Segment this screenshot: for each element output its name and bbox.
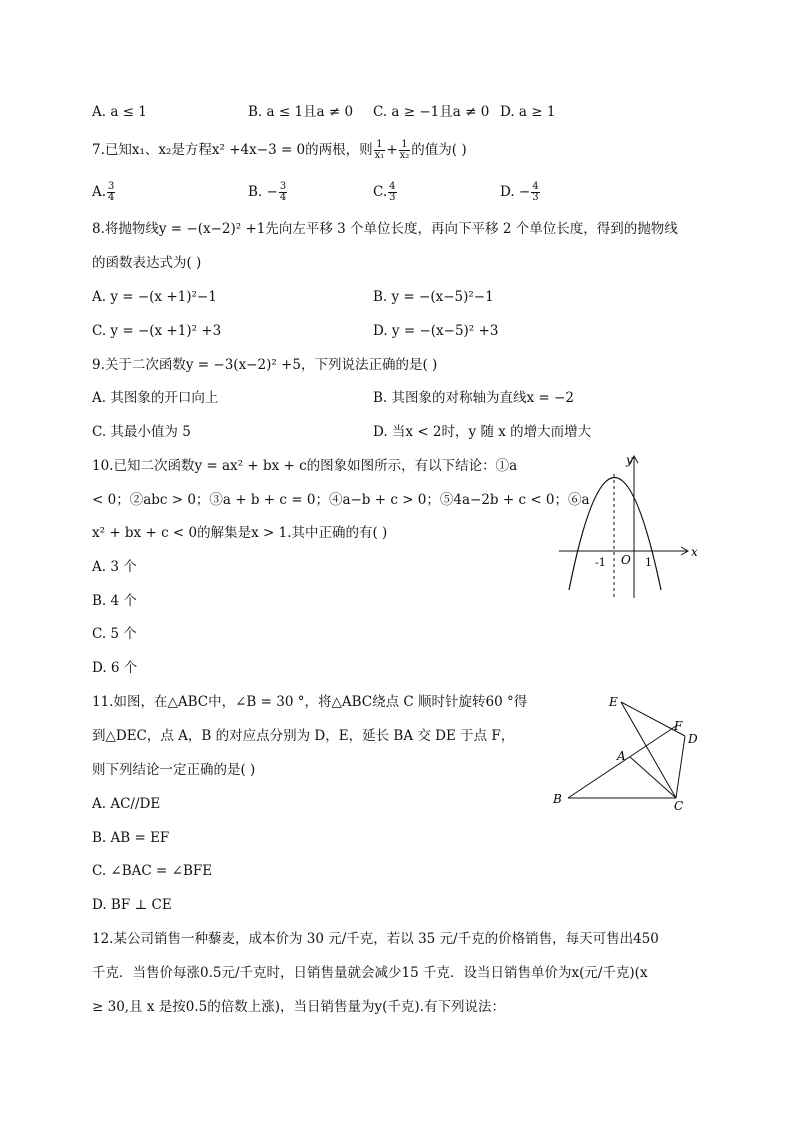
q11-stem-line3: 则下列结论一定正确的是( ): [92, 762, 256, 778]
q12-stem-line3: ≥ 30,且 x 是按0.5的倍数上涨)，当日销售量为y(千克).有下列说法：: [92, 999, 505, 1015]
q11-stem-line2: 到△DEC，点 A，B 的对应点分别为 D，E，延长 BA 交 DE 于点 F，: [92, 728, 515, 744]
point-label-d: D: [688, 732, 698, 746]
q6-option-d: D. a ≥ 1: [500, 104, 556, 120]
q10-parabola-graph: [555, 450, 705, 605]
q8-stem-line2: 的函数表达式为( ): [92, 255, 202, 271]
q9-option-d: D. 当x < 2时，y 随 x 的增大而增大: [373, 424, 592, 440]
q7-frac-1: $\frac{1}{\text{x₁}}$: [374, 139, 385, 161]
point-label-f: F: [674, 719, 683, 733]
q10-stem-line1: 10.已知二次函数y = ax² + bx + c的图象如图所示，有以下结论：①a: [92, 458, 518, 474]
q7-stem-post: 的值为( ): [411, 142, 467, 158]
q9-option-a: A. 其图象的开口向上: [92, 390, 219, 406]
q7-frac-2: $\frac{1}{\text{x₂}}$: [399, 139, 410, 161]
q10-option-c: C. 5 个: [92, 626, 137, 642]
q11-option-a: A. AC//DE: [92, 796, 161, 812]
q8-option-b: B. y = −(x−5)²−1: [373, 289, 494, 305]
q7-option-b: B. − $\frac{3}{4}$: [248, 181, 287, 203]
q8-option-d: D. y = −(x−5)² +3: [373, 323, 499, 339]
x-axis-label: x: [691, 545, 698, 559]
q10-stem-line3: x² + bx + c < 0的解集是x > 1.其中正确的有( ): [92, 525, 388, 541]
tick-label-1: 1: [645, 556, 652, 569]
q8-stem-line1: 8.将抛物线y = −(x−2)² +1先向左平移 3 个单位长度，再向下平移 2 个单位长度，得到的抛物线: [92, 221, 678, 237]
point-label-b: B: [553, 792, 562, 806]
point-label-a: A: [617, 749, 626, 763]
q9-option-c: C. 其最小值为 5: [92, 424, 191, 440]
y-axis-label: y: [626, 453, 633, 467]
q12-stem-line1: 12.某公司销售一种藜麦，成本价为 30 元/千克，若以 35 元/千克的价格销售，每天可售出450: [92, 931, 659, 947]
q7-stem: 7.已知x₁、x₂是方程x² +4x−3 = 0的两根，则 $\frac{1}{\text{x₁}}$ + $\frac{1}{\text{x₂}}$ 的值为( ): [92, 139, 467, 161]
q6-option-a: A. a ≤ 1: [92, 104, 147, 120]
q7-option-c: C. $\frac{4}{3}$: [373, 181, 396, 203]
point-label-c: C: [674, 799, 684, 813]
q10-option-a: A. 3 个: [92, 559, 137, 575]
q10-option-b: B. 4 个: [92, 593, 137, 609]
origin-label: O: [621, 553, 631, 567]
q11-option-b: B. AB = EF: [92, 830, 170, 846]
point-label-e: E: [609, 695, 618, 709]
q11-option-c: C. ∠BAC = ∠BFE: [92, 863, 213, 879]
q12-stem-line2: 千克．当售价每涨0.5元/千克时，日销售量就会减少15 千克．设当日销售单价为x(元/千克)(x: [92, 965, 648, 981]
q10-option-d: D. 6 个: [92, 660, 138, 676]
q11-triangle-figure: [545, 688, 715, 813]
q7-option-a: A. $\frac{3}{4}$: [92, 181, 115, 203]
q8-option-c: C. y = −(x +1)² +3: [92, 323, 222, 339]
q6-option-c: C. a ≥ −1且a ≠ 0: [373, 104, 490, 120]
q9-option-b: B. 其图象的对称轴为直线x = −2: [373, 390, 574, 406]
q10-stem-line2: < 0；②abc > 0；③a + b + c = 0；④a−b + c > 0；⑤4a−2b + c < 0；⑥a: [92, 492, 590, 508]
q7-option-d: D. − $\frac{4}{3}$: [500, 181, 539, 203]
tick-label-neg1: -1: [595, 556, 606, 569]
q8-option-a: A. y = −(x +1)²−1: [92, 289, 217, 305]
q9-stem: 9.关于二次函数y = −3(x−2)² +5，下列说法正确的是( ): [92, 357, 438, 373]
q11-stem-line1: 11.如图，在△ABC中，∠B = 30 °，将△ABC绕点 C 顺时针旋转60 °得: [92, 694, 528, 710]
q11-option-d: D. BF ⊥ CE: [92, 897, 172, 913]
parabola-curve: [569, 478, 661, 591]
q7-stem-pre: 7.已知x₁、x₂是方程x² +4x−3 = 0的两根，则: [92, 142, 373, 158]
q6-option-b: B. a ≤ 1且a ≠ 0: [248, 104, 354, 120]
